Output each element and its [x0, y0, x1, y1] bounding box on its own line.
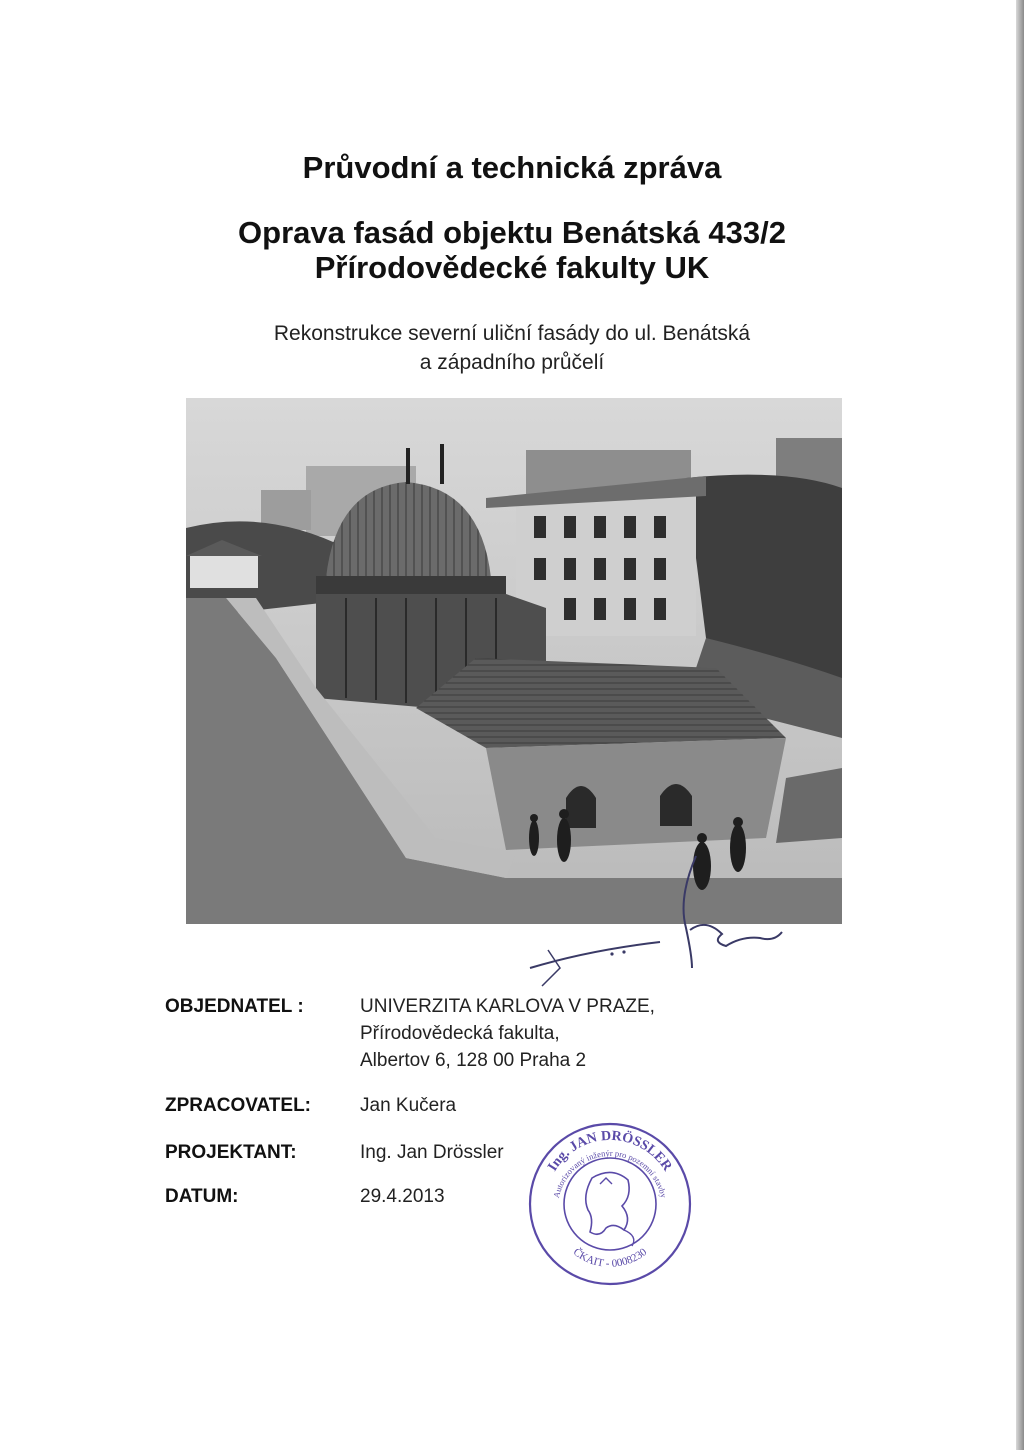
date-value: 29.4.2013 — [360, 1186, 445, 1207]
stamp-registration-text: ČKAIT - 0008230 — [570, 1246, 650, 1270]
handwritten-signature — [500, 838, 800, 993]
document-title: Průvodní a technická zpráva — [302, 150, 722, 185]
stamp-name-text: Ing. JAN DRÖSSLER — [545, 1128, 675, 1175]
engineer-stamp — [520, 1118, 700, 1293]
client-value-line1: UNIVERZITA KARLOVA V PRAZE, — [360, 996, 655, 1017]
project-title-line2: Přírodovědecké fakulty UK — [314, 250, 710, 285]
client-label: OBJEDNATEL : — [165, 996, 304, 1017]
prepared-by-value: Jan Kučera — [360, 1095, 457, 1116]
designer-label: PROJEKTANT: — [165, 1142, 297, 1163]
stamp-title-text: Autorizovaný inženýr pro pozemní stavby — [551, 1147, 669, 1199]
client-value-line2: Přírodovědecká fakulta, — [360, 1023, 560, 1044]
lion-emblem-icon — [586, 1172, 634, 1246]
project-title-line1: Oprava fasád objektu Benátská 433/2 — [238, 215, 786, 250]
subtitle-line1: Rekonstrukce severní uliční fasády do ul. Benátská — [273, 322, 751, 345]
client-value-line3: Albertov 6, 128 00 Praha 2 — [360, 1050, 587, 1071]
designer-value: Ing. Jan Drössler — [360, 1142, 504, 1163]
prepared-by-label: ZPRACOVATEL: — [165, 1095, 312, 1116]
subtitle-line2: a západního průčelí — [419, 351, 605, 374]
date-label: DATUM: — [165, 1186, 239, 1207]
